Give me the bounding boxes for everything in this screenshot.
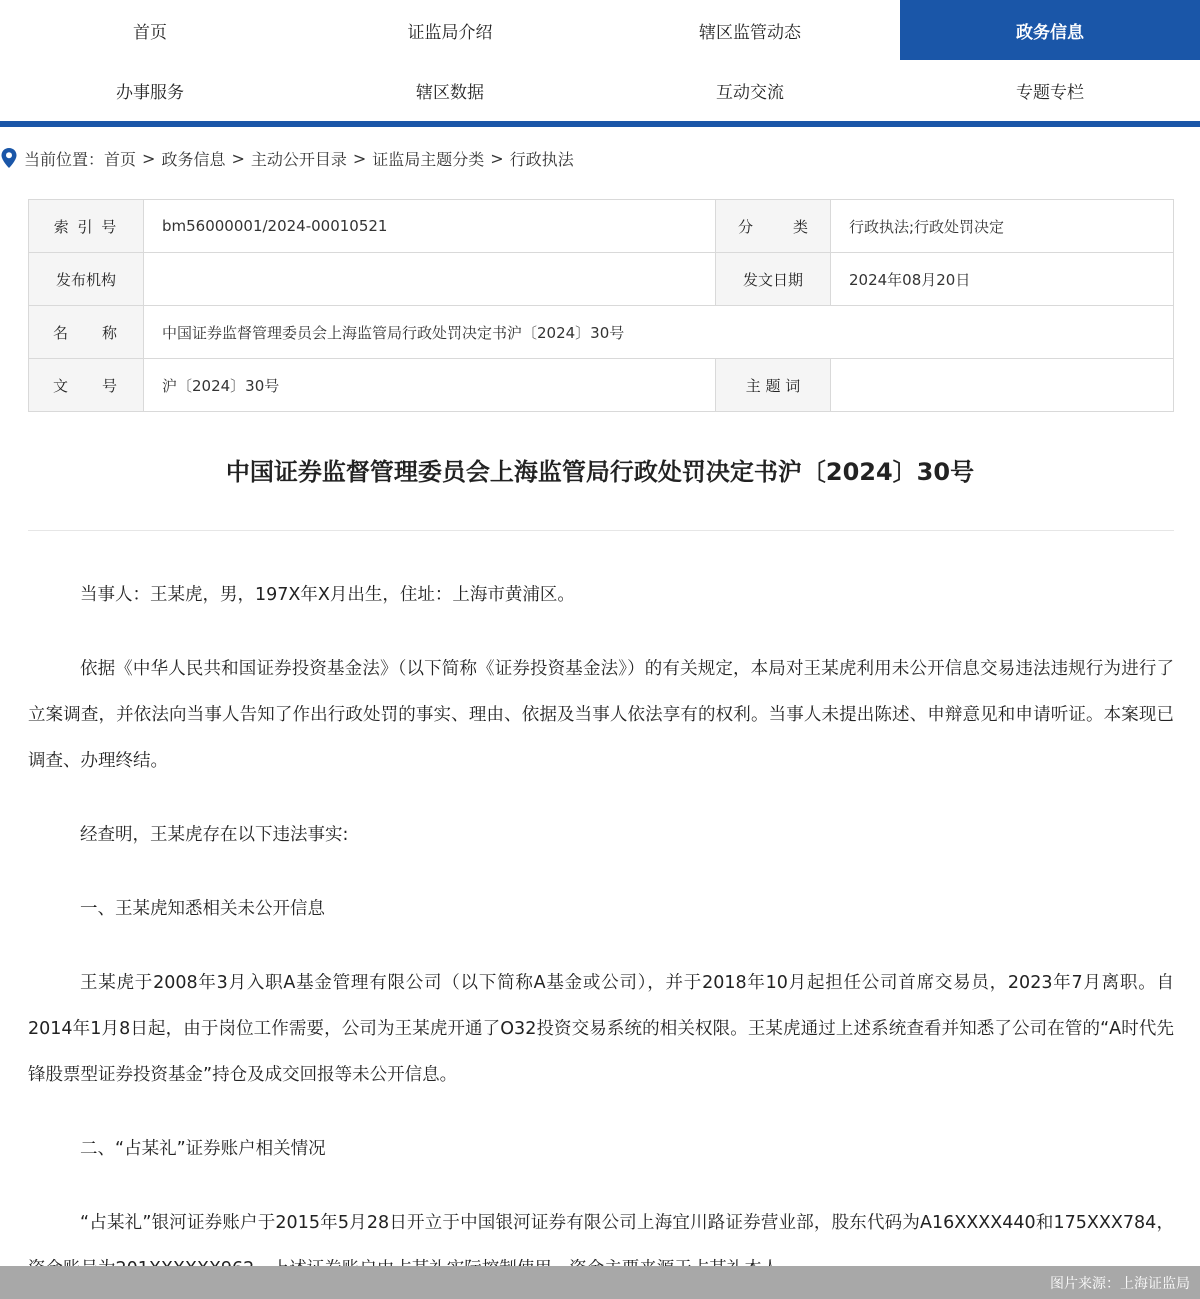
breadcrumb-government-info[interactable]: 政务信息: [161, 149, 226, 169]
title-divider: [28, 530, 1174, 531]
nav-item-interaction[interactable]: 互动交流: [716, 83, 784, 103]
nav-item-regional-data[interactable]: 辖区数据: [416, 83, 484, 103]
name-label-a: 名: [53, 323, 71, 342]
document-title: 中国证券监督管理委员会上海监管局行政处罚决定书沪〔2024〕30号: [225, 458, 975, 486]
nav-row-2: [0, 60, 1200, 121]
issuer-value: [144, 253, 716, 306]
docno-label-b: 号: [101, 376, 119, 395]
nav-item-government-info[interactable]: 政务信息: [900, 0, 1200, 60]
breadcrumb-topic-category[interactable]: 证监局主题分类: [372, 149, 485, 169]
index-value: bm56000001/2024-00010521: [144, 200, 716, 253]
category-label-a: 分: [738, 217, 754, 236]
index-label: 索 引 号: [29, 200, 144, 253]
location-pin-icon: [0, 147, 18, 169]
name-value: 中国证券监督管理委员会上海监管局行政处罚决定书沪〔2024〕30号: [144, 306, 1174, 359]
nav-divider-bar: [0, 121, 1200, 127]
nav-item-regional-news[interactable]: 辖区监管动态: [699, 22, 801, 43]
date-value: 2024年08月20日: [831, 253, 1174, 306]
issuer-label: 发布机构: [29, 253, 144, 306]
nav-row-1: [0, 0, 1200, 60]
paragraph-findings-intro: 经查明，王某虎存在以下违法事实:: [80, 825, 349, 845]
docno-label: [29, 359, 144, 412]
topic-label: 主 题 词: [716, 359, 831, 412]
nav-item-services[interactable]: 办事服务: [116, 83, 184, 103]
docno-value: 沪〔2024〕30号: [144, 359, 716, 412]
paragraph-heading-2: 二、“占某礼”证券账户相关情况: [80, 1139, 326, 1159]
date-label: 发文日期: [716, 253, 831, 306]
breadcrumb-administrative-enforcement[interactable]: 行政执法: [509, 149, 574, 169]
image-source-caption: 图片来源：上海证监局: [0, 1266, 1200, 1299]
paragraph-party: 当事人：王某虎，男，197X年X月出生，住址：上海市黄浦区。: [80, 585, 575, 605]
paragraph-heading-1: 一、王某虎知悉相关未公开信息: [80, 899, 325, 919]
breadcrumb-separator: >: [142, 148, 156, 168]
docno-label-a: 文: [53, 376, 71, 395]
top-navigation: [0, 0, 1200, 128]
breadcrumb-label: 当前位置：: [24, 149, 105, 169]
document-metadata-table: [28, 199, 1174, 412]
paragraph-basis: 依据《中华人民共和国证券投资基金法》（以下简称《证券投资基金法》）的有关规定，本局对王某虎利用未公开信息交易违法违规行为进行了立案调查，并依法向当事人告知了作出行政处罚的事实、理由、依据及当事人依法享有的权利。当事人未提出陈述、申辩意见和申请听证。本案现已调查、办理终结。: [28, 659, 1174, 771]
nav-item-special-topics[interactable]: 专题专栏: [1016, 83, 1084, 103]
document-body: [28, 572, 1174, 1299]
category-label-b: 类: [792, 217, 808, 236]
topic-value: [831, 359, 1174, 412]
breadcrumb-separator: >: [231, 148, 245, 168]
nav-item-home[interactable]: 首页: [133, 22, 167, 43]
category-value: 行政执法;行政处罚决定: [831, 200, 1174, 253]
breadcrumb-separator: >: [490, 148, 504, 168]
breadcrumb-separator: >: [352, 148, 367, 168]
nav-item-about[interactable]: 证监局介绍: [407, 22, 493, 43]
paragraph-fact-1: 王某虎于2008年3月入职A基金管理有限公司（以下简称A基金或公司），并于2018年10月起担任公司首席交易员，2023年7月离职。自2014年1月8日起，由于岗位工作需要，公司为王某虎开通了O32投资交易系统的相关权限。王某虎通过上述系统查看并知悉了公司在管的“A时代先锋股票型证券投资基金”持仓及成交回报等未公开信息。: [28, 973, 1174, 1085]
name-label: [29, 306, 144, 359]
category-label: [716, 200, 831, 253]
name-label-b: 称: [101, 323, 119, 342]
breadcrumb-home[interactable]: 首页: [104, 149, 137, 169]
paragraph-fact-2: “占某礼”银河证券账户于2015年5月28日开立于中国银河证券有限公司上海宜川路证券营业部，股东代码为A16XXXX440和175XXX784，: [80, 1213, 1174, 1233]
breadcrumb: [0, 146, 574, 170]
breadcrumb-public-catalog[interactable]: 主动公开目录: [250, 149, 347, 169]
